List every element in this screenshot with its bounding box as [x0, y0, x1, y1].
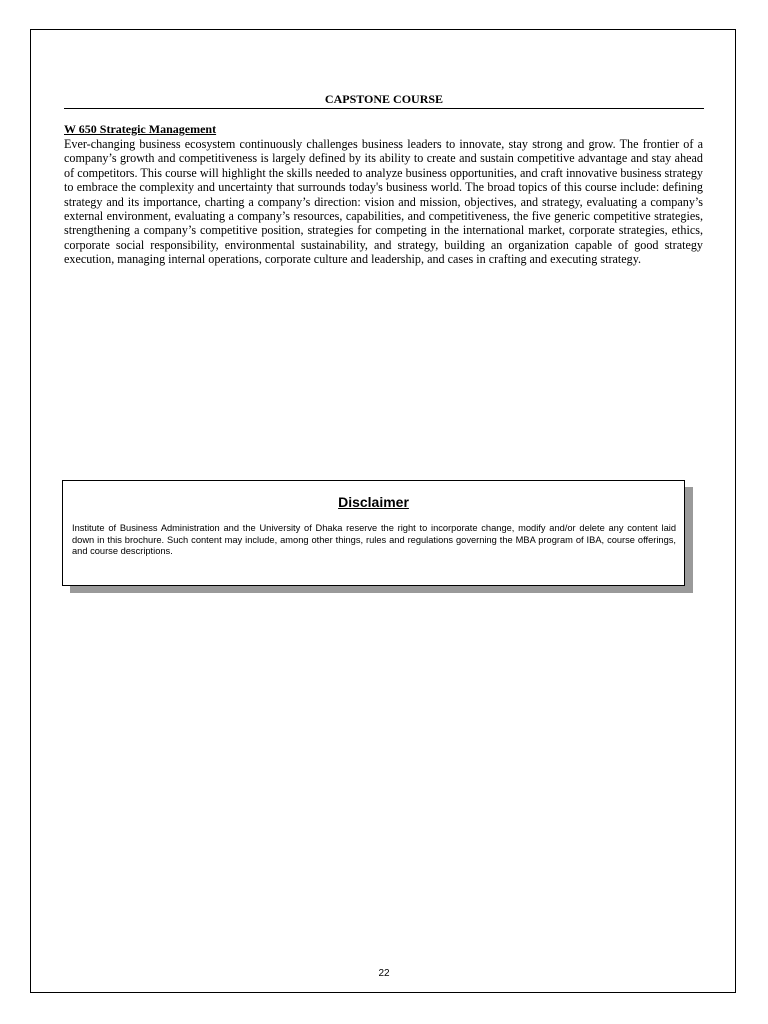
page-number: 22 [378, 968, 390, 979]
course-description: Ever-changing business ecosystem continuously challenges business leaders to innovate, stay strong and grow. The frontier of a company’s growth and competitiveness is largely defined by its ability to create and sustain competitive advantage and stay ahead of competitors. This course will highlight the skills needed to analyze business opportunities, and craft innovative business strategy to embrace the complexity and uncertainty that surrounds today's business world. The broad topics of this course include: defining strategy and its importance, charting a company’s direction: vision and mission, objectives, and strategy, evaluating a company’s external environment, evaluating a company’s resources, capabilities, and competitiveness, the five generic competitive strategies, strengthening a company’s competitive position, strategies for competing in the international market, corporate strategies, ethics, corporate social responsibility, environmental sustainability, and strategy, building an organization capable of good strategy execution, managing internal operations, corporate culture and leadership, and cases in crafting and executing strategy. [64, 137, 703, 267]
disclaimer-title: Disclaimer [338, 494, 409, 510]
disclaimer-box [62, 480, 685, 586]
section-heading: CAPSTONE COURSE [324, 92, 444, 106]
heading-divider [64, 108, 704, 109]
course-title: W 650 Strategic Management [64, 122, 217, 136]
course-entry [64, 122, 703, 267]
disclaimer-text: Institute of Business Administration and the University of Dhaka reserve the right to incorporate change, modify and/or delete any content laid down in this brochure. Such content may include, among other things, rules and regulations governing the MBA program of IBA, course offerings, and course descriptions. [72, 523, 676, 556]
